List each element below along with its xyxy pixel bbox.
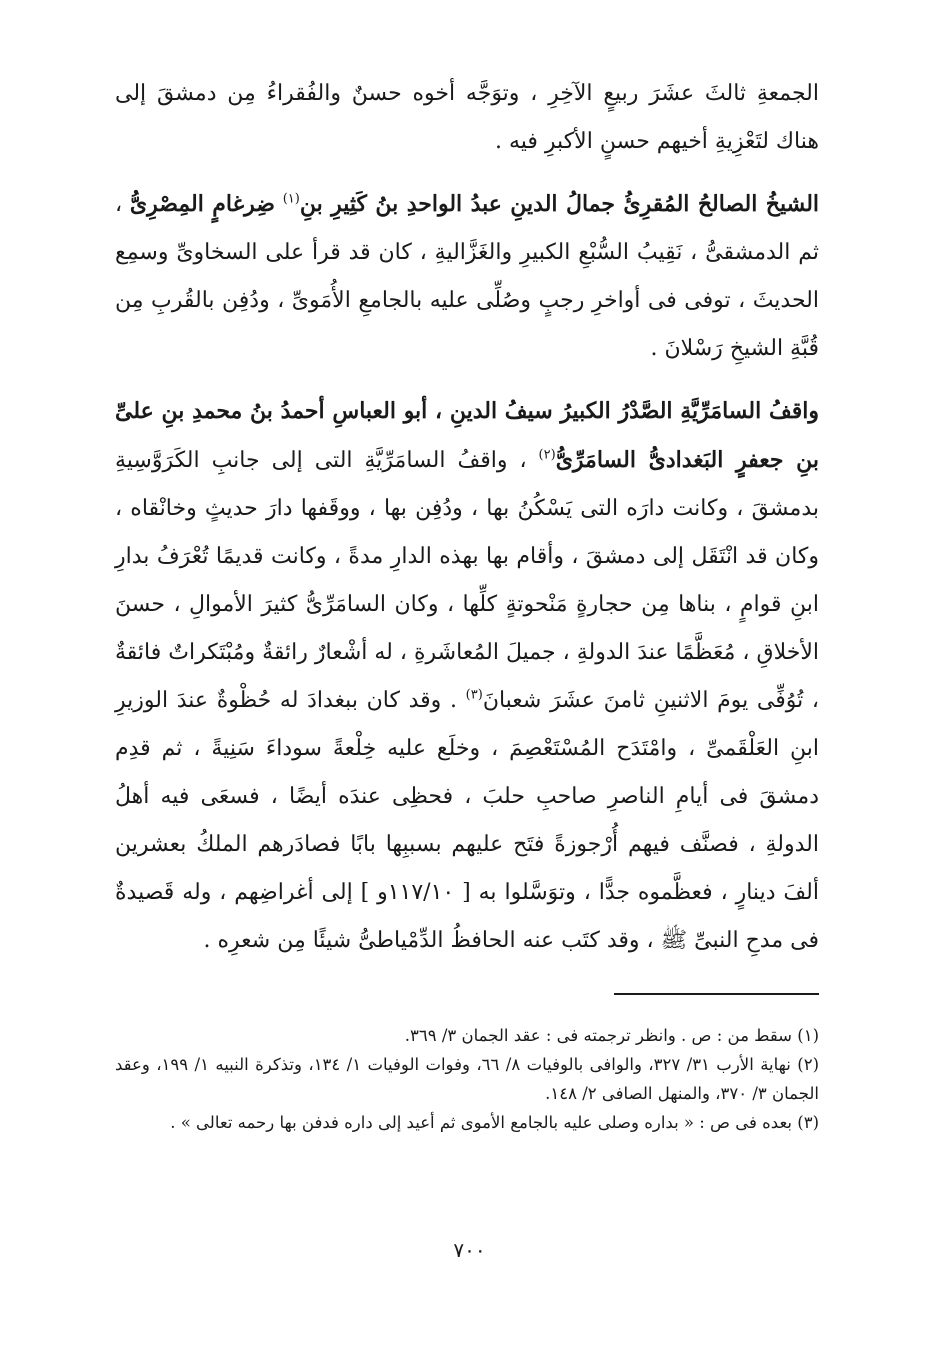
paragraph-continuation: الجمعةِ ثالثَ عشَرَ ربيعٍ الآخِرِ ، وتوَجَّه أخوه حسنٌ والفُقراءُ مِن دمشقَ إلى هناك لتَعْزِيةِ أخيهم حسنٍ الأكبرِ فيه . — [115, 81, 819, 154]
footnote-ref-1[interactable]: (١) — [282, 191, 300, 207]
entry-text: ، ثم الدمشقىُّ ، نَقِيبُ السُّبْعِ الكبيرِ والغَزَّاليةِ ، كان قد قرأ على السخاوىِّ وسمِع الحديثَ ، توفى فى أواخرِ رجبٍ وصُلِّى عليه بالجامعِ الأُمَوىِّ ، ودُفِن بالقُربِ مِن قُبَّةِ الشيخِ رَسْلانَ . — [115, 192, 819, 361]
entry-text: ، واقفُ السامَرِّيَّةِ التى إلى جانبِ الكَرَوَّسِيةِ بدمشقَ ، وكانت دارَه التى يَسْكُنُ بها ، ودُفِن بها ، ووقَفها دارَ حديثٍ وخانْقاه ، وكان قد انْتَقَل إلى دمشقَ ، وأقام بها بهذه الدارِ مدةً ، وكانت قديمًا تُعْرَفُ بدارِ ابنِ قوامٍ ، بناها مِن حجارةٍ مَنْحوتةٍ كلِّها ، وكان السامَرِّىُّ كثيرَ الأموالِ ، حسنَ الأخلاقِ ، مُعَظَّمًا عندَ الدولةِ ، جميلَ المُعاشَرةِ ، له أشْعارٌ رائقةٌ ومُبْتَكراتٌ فائقةٌ ، تُوُفِّى يومَ الاثنينِ ثامنَ عشَرَ شعبانَ — [115, 448, 820, 713]
footnote-divider — [614, 993, 819, 995]
footnote-1: (١) سقط من : ص . وانظر ترجمته فى : عقد الجمان ٣/ ٣٦٩. — [404, 1026, 819, 1045]
footnote-ref-3[interactable]: (٣) — [465, 687, 483, 703]
main-text — [115, 70, 819, 965]
biography-entry-2 — [115, 387, 819, 965]
page-number: ٧٠٠ — [453, 1238, 486, 1262]
footnote-3: (٣) بعده فى ص : « بداره وصلى عليه بالجامع الأموى ثم أعيد إلى داره فدفن بها رحمه تعالى » . — [170, 1113, 819, 1132]
entry-heading: الشيخُ الصالحُ المُقرِئُ جمالُ الدينِ عبدُ الواحدِ بنُ كَثِيرِ بنِ — [299, 191, 820, 217]
footnote-2: (٢) نهاية الأرب ٣١/ ٣٢٧، والوافى بالوفيات ٨/ ٦٦، وفوات الوفيات ١/ ١٣٤، وتذكرة النبيه ١/ ١٩٩، وعقد الجمان ٣/ ٣٧٠، والمنهل الصافى ٢/ ١٤٨. — [115, 1055, 819, 1103]
footnote-ref-2[interactable]: (٢) — [538, 447, 556, 463]
entry-heading-continued: ضِرغامٍ المِصْرِىُّ — [129, 191, 275, 217]
biography-entry-1 — [115, 180, 819, 373]
entry-text-continued: . وقد كان ببغدادَ له حُظْوةٌ عندَ الوزيرِ ابنِ العَلْقَمىِّ ، وامْتَدَح المُسْتَعْصِمَ ، وخلَع عليه خِلْعةً سوداءَ سَنِيةً ، ثم قدِم دمشقَ فى أيامِ الناصرِ صاحبِ حلبَ ، فحظِى عندَه أيضًا ، فسعَى فيه أهلُ الدولةِ ، فصنَّف فيهم أُرْجوزةً فتَح عليهم بسببِها بابًا فصادَرهم الملكُ بعشرين ألفَ دينارٍ ، فعظَّموه جدًّا ، وتوَسَّلوا به [ ١١٧/١٠و ] إلى أغراضِهم ، وله قَصيدةٌ فى مدحِ النبىِّ ﷺ ، وقد كتَب عنه الحافظُ الدِّمْياطىُّ شيئًا مِن شعرِه . — [115, 688, 819, 953]
entry-heading: واقفُ السامَرِّيَّةِ الصَّدْرُ الكبيرُ سيفُ الدينِ ، أبو العباسِ أحمدُ بنُ محمدِ بنِ علىِّ بنِ جعفرٍ البَغدادىُّ السامَرِّىُّ — [115, 398, 820, 473]
footnotes — [115, 1021, 819, 1137]
